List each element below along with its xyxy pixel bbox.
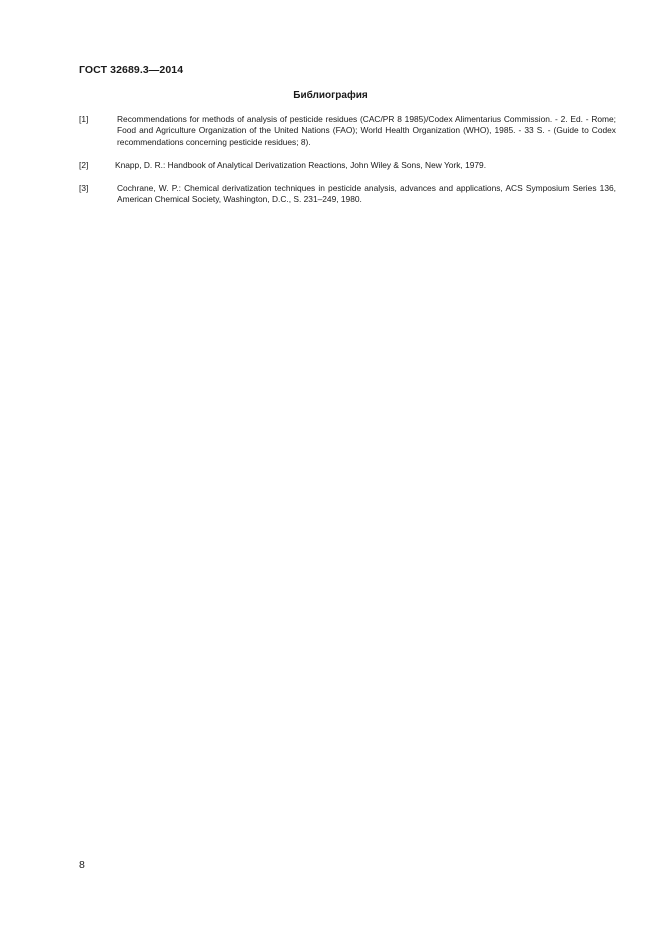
bibliography-title: Библиография — [293, 90, 368, 101]
entry-number: [3] — [79, 183, 89, 194]
entry-number: [2] — [79, 159, 89, 170]
bibliography-entry — [79, 160, 616, 171]
entry-text: Cochrane, W. P.: Chemical derivatization techniques in pesticide analysis, advances and applications, ACS Symposium Series 136, American Chemical Society, Washington, D.C., S. 231–249, 1980. — [117, 183, 616, 205]
document-code: ГОСТ 32689.3—2014 — [79, 64, 184, 76]
bibliography-entry — [79, 183, 616, 206]
entry-text: Knapp, D. R.: Handbook of Analytical Derivatization Reactions, John Wiley & Sons, New York, 1979. — [115, 159, 487, 170]
bibliography-entry — [79, 114, 616, 148]
entry-number: [1] — [79, 114, 89, 124]
entry-text: Recommendations for methods of analysis of pesticide residues (CAC/PR 8 1985)/Codex Alimentarius Commission. - 2. Ed. - Rome; Food and Agriculture Organization of the United Nations (FAO); World Health Organization (WHO), 1985. - 33 S. - (Guide to Codex recommendations concerning pesticide residues; 8). — [117, 114, 616, 147]
page-number: 8 — [79, 859, 85, 871]
bibliography-list — [79, 114, 616, 218]
